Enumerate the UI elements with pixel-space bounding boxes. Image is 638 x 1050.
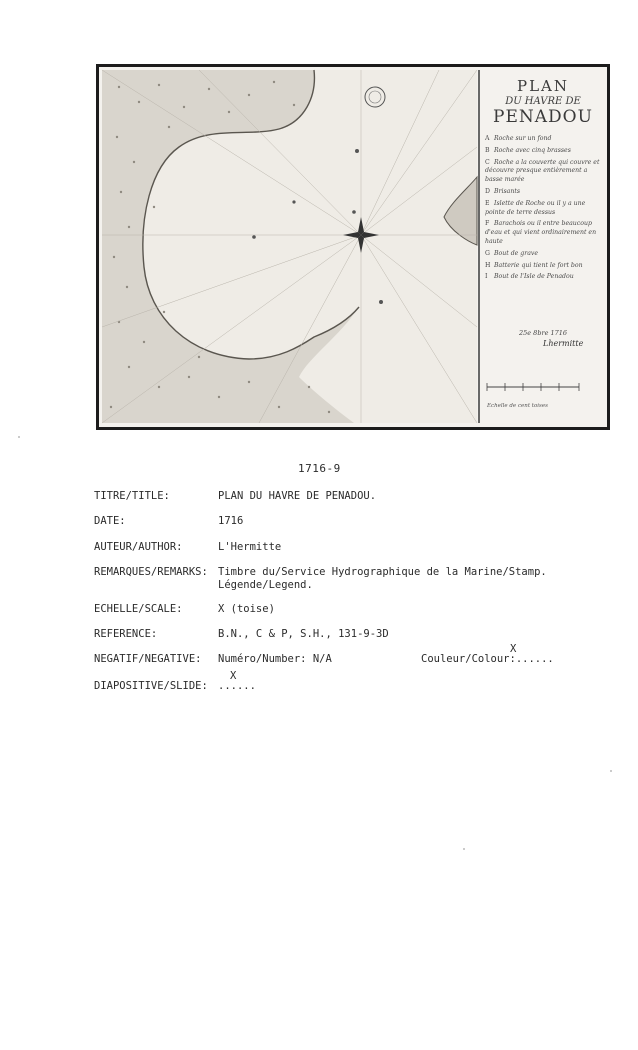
- scan-speck: [610, 770, 612, 772]
- map-title-line1: PLAN: [516, 77, 569, 95]
- title-value: PLAN DU HAVRE DE PENADOU.: [218, 490, 377, 502]
- scale-value: X (toise): [218, 603, 275, 615]
- reference-value: B.N., C & P, S.H., 131-9-3D: [218, 628, 389, 640]
- legend-item: D Brisants: [485, 187, 520, 195]
- map-signature: Lhermitte: [543, 339, 584, 348]
- scan-speck: [18, 436, 20, 438]
- legend-item: B Roche avec cinq brasses: [485, 146, 571, 154]
- slide-x-mark: X: [230, 670, 237, 682]
- map-date: 25e 8bre 1716: [519, 329, 568, 337]
- colour-field: Couleur/Colour:......: [421, 653, 554, 665]
- negative-label: NEGATIF/NEGATIVE:: [94, 653, 202, 665]
- date-value: 1716: [218, 515, 244, 527]
- map-photograph: [96, 64, 610, 430]
- slide-label: DIAPOSITIVE/SLIDE:: [94, 680, 208, 692]
- title-label: TITRE/TITLE:: [94, 490, 170, 502]
- legend-item: A Roche sur un fond: [485, 135, 552, 142]
- negative-value: Numéro/Number: N/A: [218, 653, 332, 665]
- scale-field-label: ECHELLE/SCALE:: [94, 603, 183, 615]
- remarks-value-line2: Légende/Legend.: [218, 579, 313, 591]
- scale-label: Echelle de cent toises: [487, 403, 548, 409]
- legend-item: I Bout de l'Isle de Penadou: [485, 273, 574, 281]
- legend-item: F Barachois ou il entre beaucoup d'eau et qui vient ordinairement en haute: [485, 220, 597, 245]
- record-number: 1716-9: [298, 462, 341, 475]
- map-legend: [485, 135, 603, 282]
- legend-item: C Roche a la couverte qui couvre et découvre presque entièrement a basse marée: [485, 158, 600, 184]
- author-value: L'Hermitte: [218, 541, 282, 553]
- legend-item: E Islette de Roche ou il y a une pointe de terre dessus: [485, 199, 586, 216]
- date-label: DATE:: [94, 515, 126, 527]
- scan-speck: [463, 848, 465, 850]
- legend-item: H Batterie qui tient le fort bon: [485, 261, 583, 269]
- author-label: AUTEUR/AUTHOR:: [94, 541, 183, 553]
- legend-item: G Bout de grave: [485, 249, 539, 257]
- reference-label: REFERENCE:: [94, 628, 158, 640]
- remarks-label: REMARQUES/REMARKS:: [94, 566, 208, 578]
- remarks-value: Timbre du/Service Hydrographique de la Marine/Stamp.: [218, 566, 547, 578]
- map-title-line3: PENADOU: [493, 107, 593, 127]
- colour-x-mark: X: [510, 643, 517, 655]
- slide-value: ......: [218, 680, 256, 692]
- map-title-line2: DU HAVRE DE: [505, 96, 581, 107]
- map-cartouche: [483, 73, 603, 423]
